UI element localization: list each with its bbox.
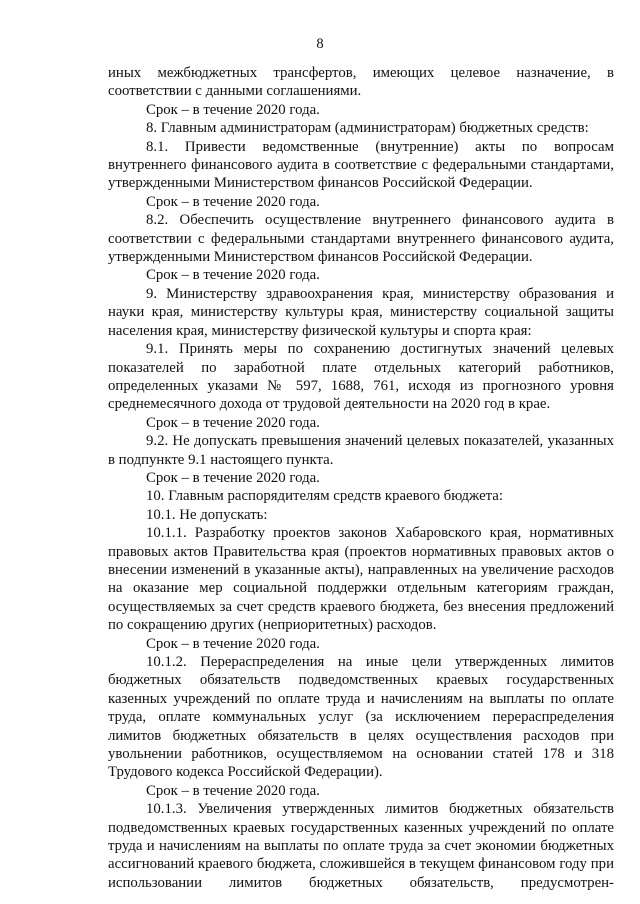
deadline-line: Срок – в течение 2020 года. [146, 414, 320, 431]
document-body [108, 64, 614, 892]
deadline-line: Срок – в течение 2020 года. [146, 193, 320, 210]
clause-10-1: 10.1. Не допускать: [146, 506, 268, 523]
clause-10: 10. Главным распорядителям средств краевого бюджета: [146, 488, 503, 505]
page-number: 8 [316, 36, 324, 52]
clause-10-1-3: 10.1.3. Увеличения утвержденных лимитов бюджетных обязательств подведомственных краевых государственных казенных учреждений по оплате труда и начислениям на выплаты по оплате труда за счет экономии бюджетных ассигнований краевого бюджета, сложившейся в текущем финансовом году при использовании лимитов бюджетных обязательств, предусмотрен- [108, 801, 614, 891]
clause-9-1: 9.1. Принять меры по сохранению достигнутых значений целевых показателей по заработной плате отдельных категорий работников, определенных указами № 597, 1688, 761, исходя из прогнозного уровня среднемесячного дохода от трудовой деятельности на 2020 год в крае. [108, 341, 614, 413]
deadline-line: Срок – в течение 2020 года. [146, 267, 320, 284]
paragraph-continuation: иных межбюджетных трансфертов, имеющих целевое назначение, в соответствии с данными соглашениями. [108, 65, 614, 100]
clause-9: 9. Министерству здравоохранения края, министерству образования и науки края, министерству культуры края, министерству социальной защиты населения края, министерству физической культуры и спорта края: [108, 285, 614, 339]
deadline-line: Срок – в течение 2020 года. [146, 635, 320, 652]
deadline-line: Срок – в течение 2020 года. [146, 469, 320, 486]
clause-9-2: 9.2. Не допускать превышения значений целевых показателей, указанных в подпункте 9.1 настоящего пункта. [108, 433, 614, 468]
deadline-line: Срок – в течение 2020 года. [146, 782, 320, 799]
clause-10-1-1: 10.1.1. Разработку проектов законов Хабаровского края, нормативных правовых актов Правительства края (проектов нормативных правовых актов о внесении изменений в указанные акты), направленных на увеличение расходов на оказание мер социальной поддержки отдельным категориям граждан, осуществляемых за счет средств краевого бюджета, без внесения предложений по сокращению других (неприоритетных) расходов. [108, 525, 614, 634]
clause-8: 8. Главным администраторам (администраторам) бюджетных средств: [146, 120, 589, 137]
clause-10-1-2: 10.1.2. Перераспределения на иные цели утвержденных лимитов бюджетных обязательств подведомственных краевых государственных казенных учреждений по оплате труда и начислениям на выплаты по оплате труда, оплате коммунальных услуг (за исключением перераспределения лимитов бюджетных обязательств в целях осуществления расходов при увольнении работников, осуществляемом на основании статей 178 и 318 Трудового кодекса Российской Федерации). [108, 654, 614, 781]
clause-8-1: 8.1. Привести ведомственные (внутренние) акты по вопросам внутреннего финансового аудита в соответствие с федеральными стандартами, утвержденными Министерством финансов Российской Федерации. [108, 138, 614, 192]
clause-8-2: 8.2. Обеспечить осуществление внутреннего финансового аудита в соответствии с федеральными стандартами внутреннего финансового аудита, утвержденными Министерством финансов Российской Федерации. [108, 212, 614, 266]
deadline-line: Срок – в течение 2020 года. [146, 101, 320, 118]
